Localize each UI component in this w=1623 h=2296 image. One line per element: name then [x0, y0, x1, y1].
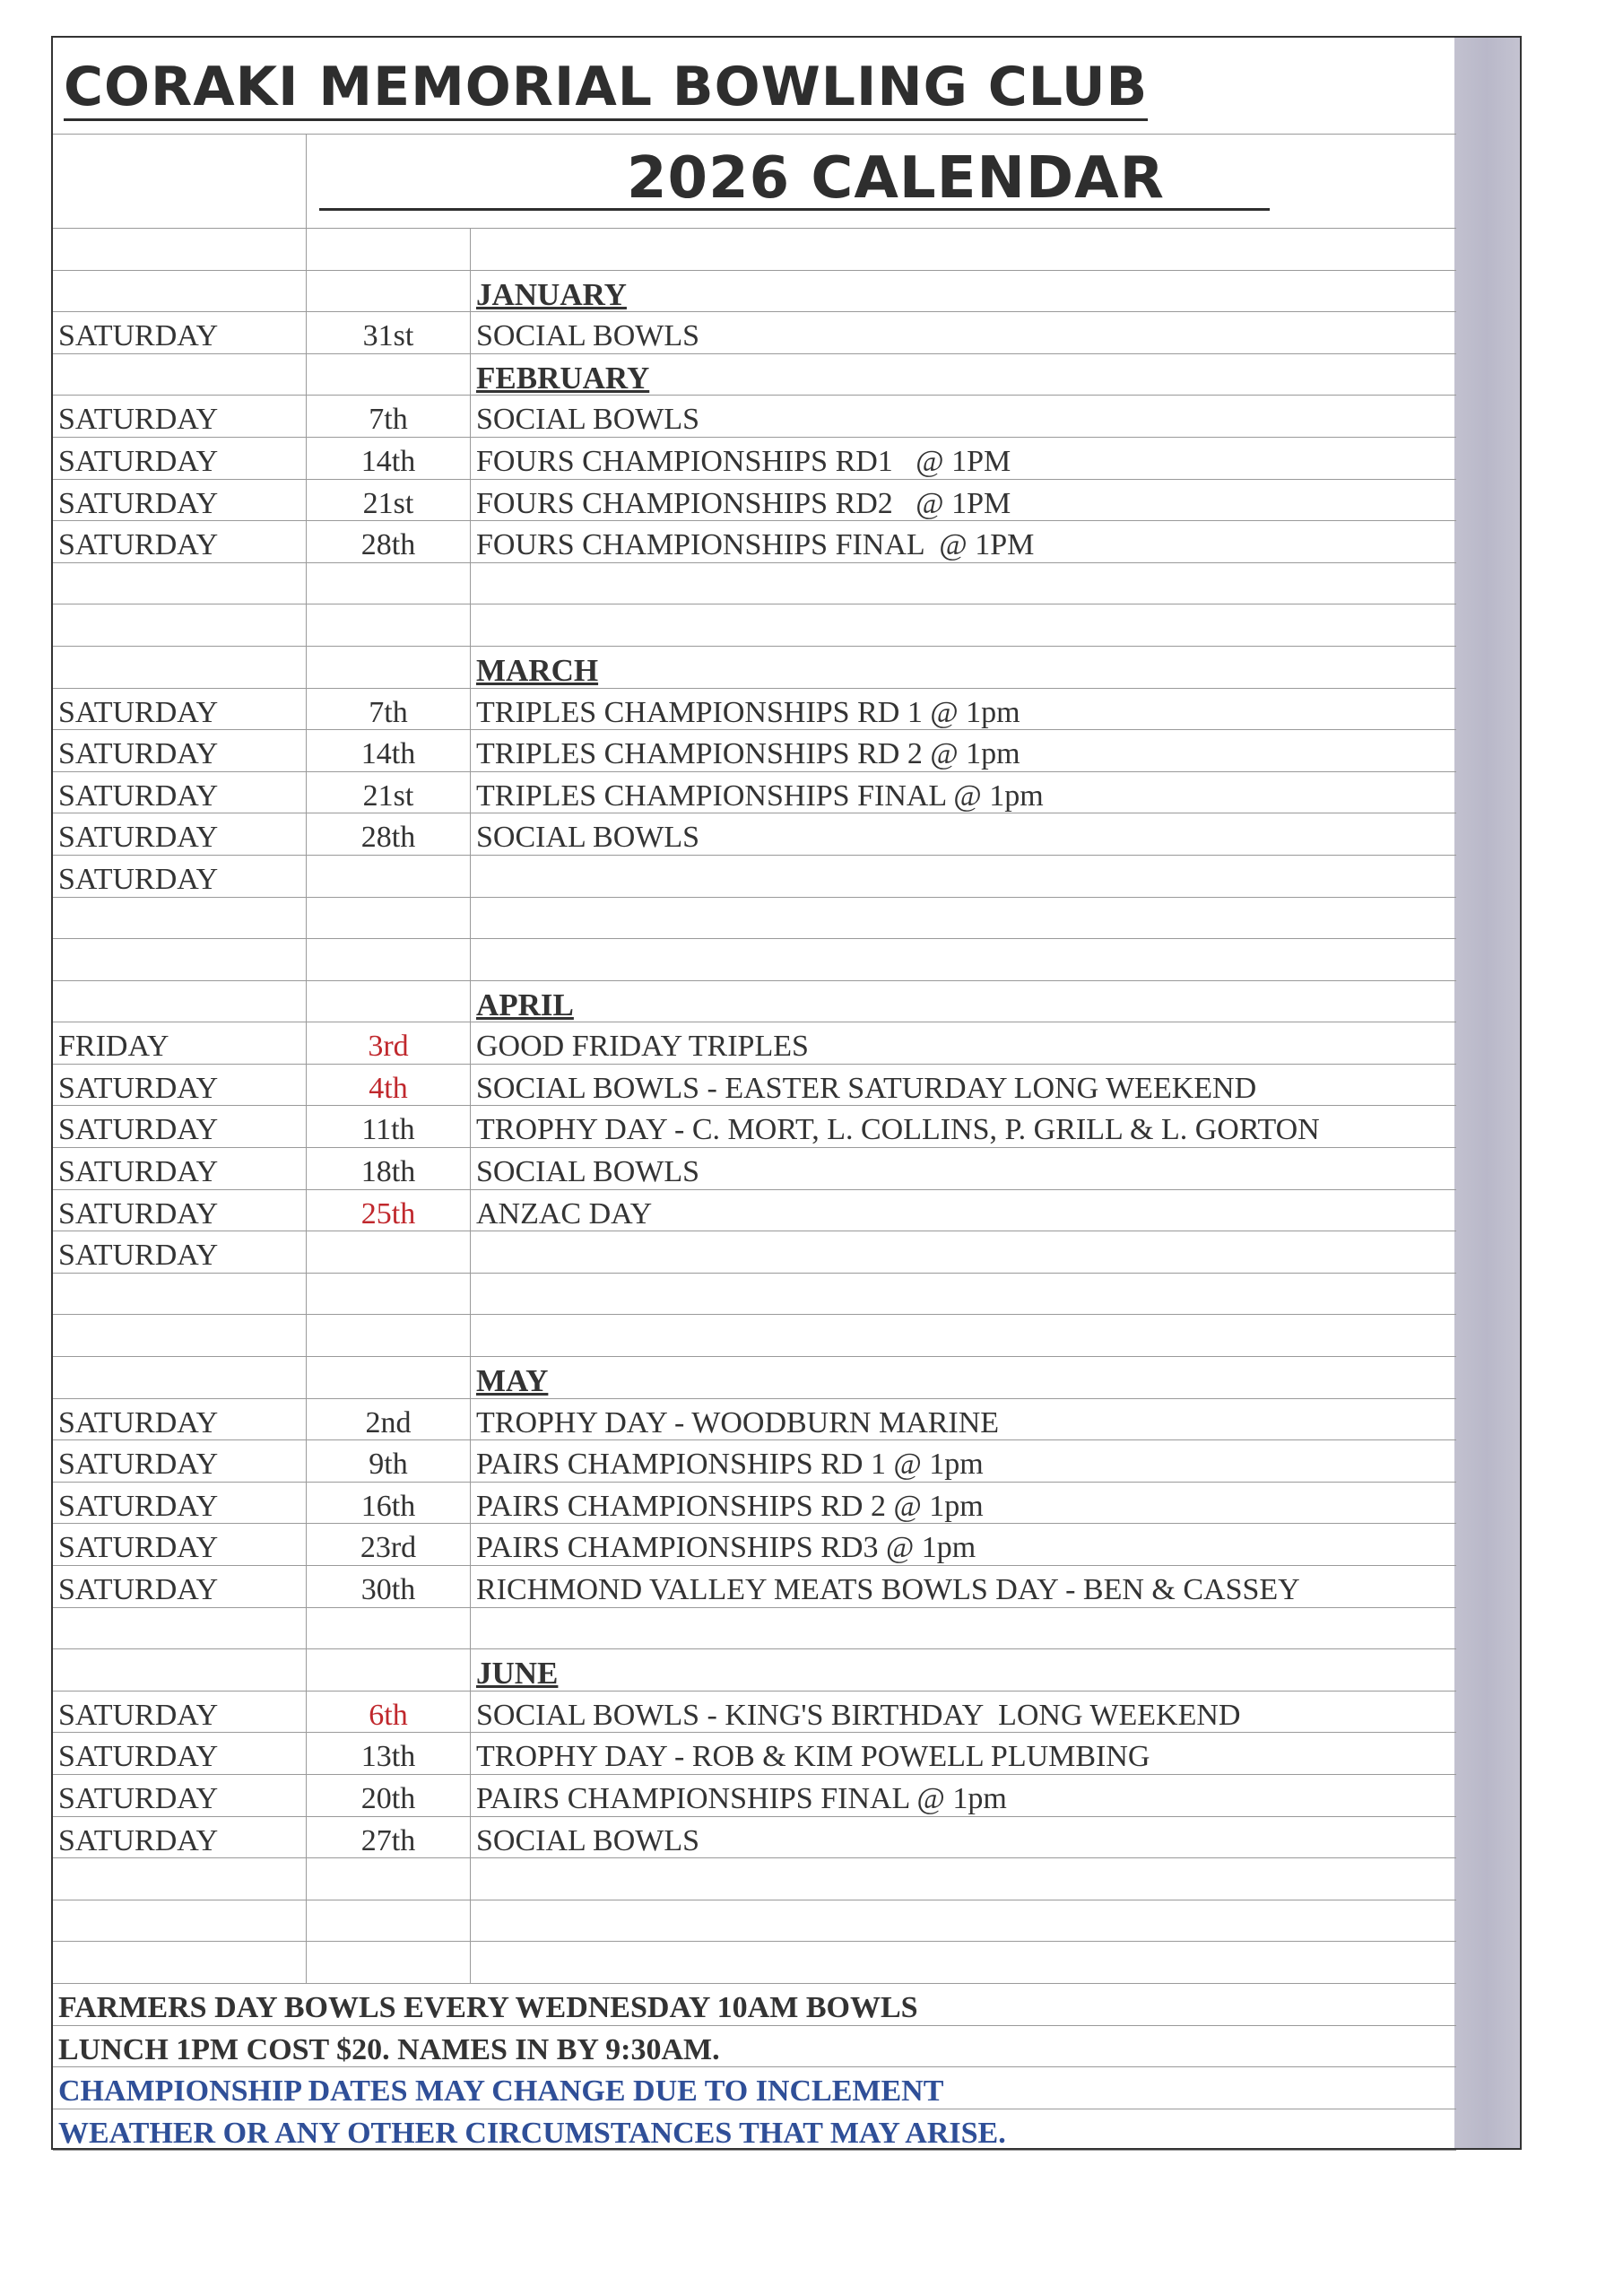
- day-cell: [53, 1942, 307, 1983]
- month-label: MARCH: [476, 652, 599, 688]
- event-cell: [471, 1733, 1456, 1774]
- event-cell: [471, 689, 1456, 730]
- footer-row: [53, 2026, 1456, 2068]
- day-cell: [53, 1566, 307, 1607]
- month-label: APRIL: [476, 987, 574, 1022]
- event-cell: [471, 480, 1456, 521]
- event-cell: [471, 1148, 1456, 1189]
- date-cell: [307, 1817, 471, 1858]
- event-row: [53, 1692, 1456, 1734]
- date-cell: [307, 480, 471, 521]
- blank-row: [53, 563, 1456, 605]
- event-row: [53, 772, 1456, 814]
- day-cell: [53, 1817, 307, 1858]
- footer-row: [53, 2067, 1456, 2109]
- month-label: MAY: [476, 1363, 549, 1399]
- blank-row: [53, 1858, 1456, 1900]
- event-cell: [471, 438, 1456, 479]
- date-label: 27th: [360, 1823, 416, 1857]
- event-cell: [471, 1106, 1456, 1147]
- event-row: [53, 1524, 1456, 1566]
- date-cell: [307, 1483, 471, 1524]
- date-label: 28th: [360, 528, 416, 562]
- date-label: 14th: [360, 444, 416, 478]
- header-left-cell: [53, 135, 307, 228]
- day-cell: [53, 480, 307, 521]
- event-label: TROPHY DAY - C. MORT, L. COLLINS, P. GRILL & L. GORTON: [476, 1113, 1320, 1147]
- event-cell: [471, 563, 1456, 604]
- day-cell: [53, 1022, 307, 1064]
- date-label: 31st: [362, 319, 414, 353]
- blank-row: [53, 1942, 1456, 1984]
- day-cell: [53, 898, 307, 939]
- event-row: [53, 730, 1456, 772]
- day-cell: [53, 1775, 307, 1816]
- calendar-title: 2026 CALENDAR: [627, 145, 1165, 212]
- event-cell: [471, 1608, 1456, 1649]
- date-cell: [307, 856, 471, 897]
- date-cell: [307, 312, 471, 353]
- date-cell: [307, 772, 471, 813]
- event-label: GOOD FRIDAY TRIPLES: [476, 1030, 809, 1064]
- day-label: SATURDAY: [58, 528, 219, 562]
- event-label: [476, 1231, 1456, 1235]
- event-label: TROPHY DAY - ROB & KIM POWELL PLUMBING: [476, 1740, 1150, 1774]
- day-label: SATURDAY: [58, 319, 219, 353]
- event-label: FOURS CHAMPIONSHIPS RD2 @ 1PM: [476, 486, 1011, 520]
- date-cell: [307, 813, 471, 855]
- day-label: SATURDAY: [58, 1740, 219, 1774]
- day-cell: [53, 396, 307, 437]
- day-cell: [53, 1608, 307, 1649]
- date-cell: [307, 1942, 471, 1983]
- date-label: 18th: [360, 1155, 416, 1189]
- date-label: 21st: [362, 486, 414, 520]
- date-cell: [307, 229, 471, 270]
- event-cell: [471, 772, 1456, 813]
- event-cell: [471, 1357, 1456, 1398]
- event-cell: [471, 1692, 1456, 1733]
- day-cell: [53, 1649, 307, 1691]
- date-cell: [307, 521, 471, 562]
- event-row: [53, 1566, 1456, 1608]
- day-cell: [53, 1399, 307, 1440]
- event-row: [53, 1733, 1456, 1775]
- day-cell: [53, 1733, 307, 1774]
- date-label: [307, 856, 470, 859]
- event-label: FOURS CHAMPIONSHIPS RD1 @ 1PM: [476, 444, 1011, 478]
- month-row: [53, 354, 1456, 396]
- day-label: SATURDAY: [58, 1781, 219, 1815]
- day-cell: [53, 1231, 307, 1273]
- footer-row: [53, 2109, 1456, 2152]
- event-cell: [471, 1817, 1456, 1858]
- date-label: 6th: [369, 1698, 408, 1732]
- event-row: [53, 1190, 1456, 1232]
- date-cell: [307, 1900, 471, 1942]
- day-cell: [53, 1692, 307, 1733]
- month-row: [53, 271, 1456, 313]
- day-cell: [53, 563, 307, 604]
- day-cell: [53, 354, 307, 396]
- day-label: SATURDAY: [58, 862, 219, 896]
- date-cell: [307, 1524, 471, 1565]
- day-label: SATURDAY: [58, 1489, 219, 1523]
- date-cell: [307, 939, 471, 980]
- date-cell: [307, 1148, 471, 1189]
- date-cell: [307, 396, 471, 437]
- date-cell: [307, 647, 471, 688]
- day-cell: [53, 1483, 307, 1524]
- calendar-rows: [53, 229, 1456, 1984]
- date-cell: [307, 1399, 471, 1440]
- month-row: [53, 1357, 1456, 1399]
- date-label: 25th: [360, 1196, 416, 1231]
- date-cell: [307, 1274, 471, 1315]
- event-row: [53, 689, 1456, 731]
- event-cell: [471, 312, 1456, 353]
- date-label: 2nd: [365, 1405, 412, 1439]
- day-cell: [53, 271, 307, 312]
- calendar-table: [53, 38, 1456, 2151]
- event-row: [53, 1065, 1456, 1107]
- day-label: SATURDAY: [58, 1071, 219, 1105]
- day-cell: [53, 1357, 307, 1398]
- date-cell: [307, 1440, 471, 1482]
- event-cell: [471, 1315, 1456, 1356]
- event-cell: [471, 271, 1456, 312]
- day-cell: [53, 1440, 307, 1482]
- day-cell: [53, 1524, 307, 1565]
- event-cell: [471, 229, 1456, 270]
- event-cell: [471, 1399, 1456, 1440]
- event-label: PAIRS CHAMPIONSHIPS RD 2 @ 1pm: [476, 1489, 984, 1523]
- event-cell: [471, 1524, 1456, 1565]
- event-label: TRIPLES CHAMPIONSHIPS FINAL @ 1pm: [476, 778, 1044, 813]
- event-cell: [471, 898, 1456, 939]
- day-cell: [53, 772, 307, 813]
- event-cell: [471, 1858, 1456, 1900]
- day-cell: [53, 856, 307, 897]
- event-cell: [471, 1775, 1456, 1816]
- blank-row: [53, 1315, 1456, 1357]
- event-cell: [471, 354, 1456, 396]
- date-cell: [307, 730, 471, 771]
- day-cell: [53, 647, 307, 688]
- date-cell: [307, 354, 471, 396]
- event-label: TROPHY DAY - WOODBURN MARINE: [476, 1405, 1000, 1439]
- day-label: SATURDAY: [58, 1196, 219, 1231]
- event-cell: [471, 604, 1456, 646]
- date-label: 11th: [361, 1113, 415, 1147]
- day-cell: [53, 229, 307, 270]
- day-cell: [53, 1148, 307, 1189]
- date-cell: [307, 981, 471, 1022]
- date-cell: [307, 1608, 471, 1649]
- date-label: 9th: [369, 1448, 408, 1482]
- day-label: SATURDAY: [58, 1448, 219, 1482]
- event-label: RICHMOND VALLEY MEATS BOWLS DAY - BEN & CASSEY: [476, 1573, 1300, 1606]
- month-row: [53, 1649, 1456, 1692]
- date-label: 3rd: [368, 1030, 409, 1064]
- date-cell: [307, 689, 471, 730]
- day-label: SATURDAY: [58, 1113, 219, 1147]
- date-cell: [307, 1231, 471, 1273]
- date-cell: [307, 1775, 471, 1816]
- month-label: JANUARY: [476, 276, 627, 312]
- event-label: ANZAC DAY: [476, 1196, 653, 1231]
- blank-row: [53, 604, 1456, 647]
- date-cell: [307, 1357, 471, 1398]
- event-label: PAIRS CHAMPIONSHIPS RD3 @ 1pm: [476, 1531, 976, 1565]
- day-label: FRIDAY: [58, 1030, 169, 1064]
- day-label: SATURDAY: [58, 1155, 219, 1189]
- event-cell: [471, 1483, 1456, 1524]
- event-cell: [471, 1065, 1456, 1106]
- day-cell: [53, 1106, 307, 1147]
- day-label: SATURDAY: [58, 1531, 219, 1565]
- blank-row: [53, 1608, 1456, 1650]
- event-cell: [471, 1566, 1456, 1607]
- event-cell: [471, 1649, 1456, 1691]
- day-cell: [53, 730, 307, 771]
- date-cell: [307, 1692, 471, 1733]
- event-row: [53, 813, 1456, 856]
- date-label: 4th: [369, 1071, 408, 1105]
- date-cell: [307, 1022, 471, 1064]
- calendar-sheet: [51, 36, 1522, 2150]
- event-row: [53, 1775, 1456, 1817]
- date-label: 28th: [360, 821, 416, 855]
- date-cell: [307, 1649, 471, 1691]
- blank-row: [53, 229, 1456, 271]
- event-row: [53, 1148, 1456, 1190]
- event-label: SOCIAL BOWLS: [476, 319, 700, 353]
- month-row: [53, 647, 1456, 689]
- date-label: 23rd: [360, 1531, 417, 1565]
- event-row: [53, 1483, 1456, 1525]
- date-cell: [307, 898, 471, 939]
- month-label: FEBRUARY: [476, 360, 650, 396]
- event-cell: [471, 647, 1456, 688]
- date-label: 16th: [360, 1489, 416, 1523]
- event-cell: [471, 730, 1456, 771]
- footer-note: FARMERS DAY BOWLS EVERY WEDNESDAY 10AM BOWLS: [58, 1990, 918, 2024]
- event-label: TRIPLES CHAMPIONSHIPS RD 1 @ 1pm: [476, 695, 1020, 729]
- date-cell: [307, 1733, 471, 1774]
- event-label: SOCIAL BOWLS: [476, 403, 700, 437]
- title-row: [53, 38, 1456, 135]
- day-cell: [53, 1065, 307, 1106]
- event-cell: [471, 939, 1456, 980]
- footer-note: WEATHER OR ANY OTHER CIRCUMSTANCES THAT MAY ARISE.: [58, 2116, 1006, 2150]
- event-row: [53, 438, 1456, 480]
- footer-note: LUNCH 1PM COST $20. NAMES IN BY 9:30AM.: [58, 2032, 720, 2066]
- date-label: 7th: [369, 695, 408, 729]
- event-label: PAIRS CHAMPIONSHIPS RD 1 @ 1pm: [476, 1448, 984, 1482]
- day-cell: [53, 1315, 307, 1356]
- day-cell: [53, 981, 307, 1022]
- date-cell: [307, 1106, 471, 1147]
- date-cell: [307, 604, 471, 646]
- event-row: [53, 1106, 1456, 1148]
- day-cell: [53, 689, 307, 730]
- day-label: SATURDAY: [58, 444, 219, 478]
- event-label: SOCIAL BOWLS: [476, 821, 700, 855]
- date-cell: [307, 1190, 471, 1231]
- event-label: [476, 856, 1456, 859]
- event-label: FOURS CHAMPIONSHIPS FINAL @ 1PM: [476, 528, 1035, 562]
- blank-row: [53, 898, 1456, 940]
- day-label: SATURDAY: [58, 1823, 219, 1857]
- date-label: 14th: [360, 737, 416, 771]
- event-row: [53, 1440, 1456, 1483]
- event-cell: [471, 1440, 1456, 1482]
- date-label: 13th: [360, 1740, 416, 1774]
- event-cell: [471, 1942, 1456, 1983]
- event-cell: [471, 1900, 1456, 1942]
- event-cell: [471, 856, 1456, 897]
- event-row: [53, 1231, 1456, 1274]
- event-cell: [471, 1190, 1456, 1231]
- day-label: SATURDAY: [58, 1698, 219, 1732]
- date-label: 20th: [360, 1781, 416, 1815]
- event-cell: [471, 396, 1456, 437]
- date-label: 30th: [360, 1573, 416, 1606]
- date-cell: [307, 1566, 471, 1607]
- event-label: PAIRS CHAMPIONSHIPS FINAL @ 1pm: [476, 1781, 1007, 1815]
- day-cell: [53, 604, 307, 646]
- event-row: [53, 1817, 1456, 1859]
- date-label: 7th: [369, 403, 408, 437]
- date-cell: [307, 1065, 471, 1106]
- date-cell: [307, 1858, 471, 1900]
- footer-row: [53, 1984, 1456, 2026]
- event-row: [53, 856, 1456, 898]
- day-label: SATURDAY: [58, 1239, 219, 1273]
- day-label: SATURDAY: [58, 1405, 219, 1439]
- club-name: CORAKI MEMORIAL BOWLING CLUB: [64, 56, 1148, 121]
- event-label: TRIPLES CHAMPIONSHIPS RD 2 @ 1pm: [476, 737, 1020, 771]
- day-cell: [53, 1190, 307, 1231]
- day-label: SATURDAY: [58, 695, 219, 729]
- date-label: [307, 1231, 470, 1235]
- event-cell: [471, 521, 1456, 562]
- calendar-header-row: [53, 135, 1456, 229]
- day-label: SATURDAY: [58, 403, 219, 437]
- day-label: SATURDAY: [58, 737, 219, 771]
- event-cell: [471, 813, 1456, 855]
- event-row: [53, 480, 1456, 522]
- event-label: SOCIAL BOWLS - KING'S BIRTHDAY LONG WEEKEND: [476, 1698, 1241, 1732]
- day-label: SATURDAY: [58, 778, 219, 813]
- event-row: [53, 521, 1456, 563]
- date-label: 21st: [362, 778, 414, 813]
- event-cell: [471, 1231, 1456, 1273]
- date-cell: [307, 1315, 471, 1356]
- blank-row: [53, 939, 1456, 981]
- event-row: [53, 396, 1456, 438]
- date-cell: [307, 271, 471, 312]
- event-row: [53, 1399, 1456, 1441]
- day-cell: [53, 939, 307, 980]
- day-label: SATURDAY: [58, 486, 219, 520]
- event-cell: [471, 1274, 1456, 1315]
- blank-row: [53, 1274, 1456, 1316]
- day-cell: [53, 1274, 307, 1315]
- date-cell: [307, 563, 471, 604]
- day-cell: [53, 813, 307, 855]
- day-cell: [53, 1858, 307, 1900]
- month-row: [53, 981, 1456, 1023]
- event-cell: [471, 1022, 1456, 1064]
- event-cell: [471, 981, 1456, 1022]
- side-shade: [1454, 38, 1520, 2148]
- day-cell: [53, 521, 307, 562]
- event-label: SOCIAL BOWLS: [476, 1155, 700, 1189]
- event-label: SOCIAL BOWLS: [476, 1823, 700, 1857]
- day-label: SATURDAY: [58, 1573, 219, 1606]
- day-cell: [53, 1900, 307, 1942]
- footer-notes: [53, 1984, 1456, 2151]
- day-cell: [53, 438, 307, 479]
- day-cell: [53, 312, 307, 353]
- footer-note: CHAMPIONSHIP DATES MAY CHANGE DUE TO INCLEMENT: [58, 2074, 944, 2109]
- blank-row: [53, 1900, 1456, 1943]
- date-cell: [307, 438, 471, 479]
- event-row: [53, 312, 1456, 354]
- day-label: SATURDAY: [58, 821, 219, 855]
- event-row: [53, 1022, 1456, 1065]
- event-label: SOCIAL BOWLS - EASTER SATURDAY LONG WEEKEND: [476, 1071, 1257, 1105]
- month-label: JUNE: [476, 1656, 559, 1692]
